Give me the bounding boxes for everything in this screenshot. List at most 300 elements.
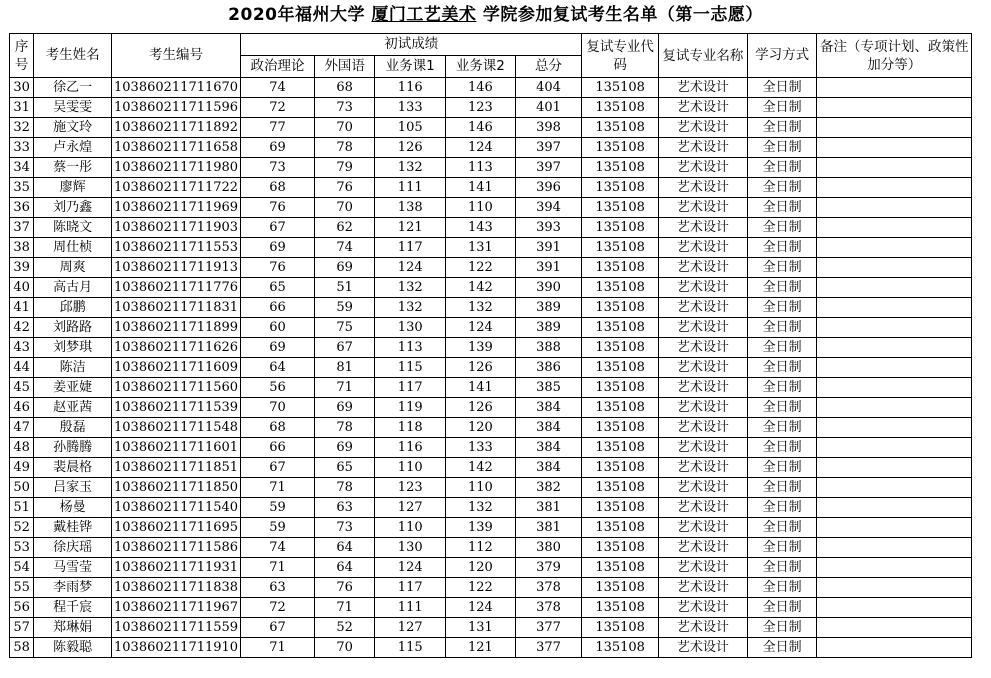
table-row — [10, 558, 972, 578]
cell-candidate-id: 103860211711838 — [111, 578, 240, 598]
cell-course2: 132 — [446, 298, 516, 318]
cell-course1: 127 — [375, 618, 446, 638]
cell-remarks — [817, 158, 972, 178]
cell-candidate-id: 103860211711831 — [111, 298, 240, 318]
table-row — [10, 598, 972, 618]
cell-politics: 76 — [241, 258, 315, 278]
header-major-code: 复试专业代码 — [582, 34, 659, 78]
cell-total: 384 — [515, 418, 582, 438]
cell-study-mode: 全日制 — [747, 558, 817, 578]
cell-name: 徐庆瑶 — [34, 538, 112, 558]
cell-course1: 105 — [375, 118, 446, 138]
cell-politics: 66 — [241, 298, 315, 318]
cell-course1: 117 — [375, 238, 446, 258]
cell-seq: 52 — [10, 518, 34, 538]
cell-course2: 112 — [446, 538, 516, 558]
cell-politics: 59 — [241, 518, 315, 538]
cell-seq: 39 — [10, 258, 34, 278]
cell-name: 施文玲 — [34, 118, 112, 138]
cell-remarks — [817, 478, 972, 498]
cell-study-mode: 全日制 — [747, 138, 817, 158]
page-title — [0, 3, 991, 27]
cell-major-code: 135108 — [582, 98, 659, 118]
cell-study-mode: 全日制 — [747, 98, 817, 118]
cell-foreign-language: 76 — [314, 178, 375, 198]
table-row — [10, 138, 972, 158]
cell-seq: 44 — [10, 358, 34, 378]
cell-course1: 133 — [375, 98, 446, 118]
cell-candidate-id: 103860211711695 — [111, 518, 240, 538]
cell-remarks — [817, 458, 972, 478]
table-row — [10, 638, 972, 658]
cell-politics: 67 — [241, 618, 315, 638]
cell-candidate-id: 103860211711540 — [111, 498, 240, 518]
cell-seq: 54 — [10, 558, 34, 578]
table-row — [10, 298, 972, 318]
cell-major-name: 艺术设计 — [659, 458, 748, 478]
cell-seq: 51 — [10, 498, 34, 518]
cell-course2: 124 — [446, 598, 516, 618]
cell-remarks — [817, 418, 972, 438]
cell-course1: 121 — [375, 218, 446, 238]
cell-course1: 119 — [375, 398, 446, 418]
cell-study-mode: 全日制 — [747, 218, 817, 238]
cell-seq: 40 — [10, 278, 34, 298]
table-body — [10, 78, 972, 658]
cell-course1: 126 — [375, 138, 446, 158]
cell-total: 377 — [515, 618, 582, 638]
cell-remarks — [817, 258, 972, 278]
cell-total: 401 — [515, 98, 582, 118]
cell-course1: 123 — [375, 478, 446, 498]
cell-course2: 120 — [446, 558, 516, 578]
cell-candidate-id: 103860211711892 — [111, 118, 240, 138]
cell-total: 378 — [515, 598, 582, 618]
cell-politics: 70 — [241, 398, 315, 418]
cell-course1: 117 — [375, 578, 446, 598]
cell-study-mode: 全日制 — [747, 278, 817, 298]
cell-course1: 117 — [375, 378, 446, 398]
cell-major-name: 艺术设计 — [659, 118, 748, 138]
cell-candidate-id: 103860211711903 — [111, 218, 240, 238]
cell-course2: 121 — [446, 638, 516, 658]
cell-foreign-language: 71 — [314, 598, 375, 618]
title-year-university: 2020年福州大学 — [228, 5, 365, 25]
cell-major-name: 艺术设计 — [659, 318, 748, 338]
cell-foreign-language: 74 — [314, 238, 375, 258]
cell-major-name: 艺术设计 — [659, 638, 748, 658]
cell-course2: 122 — [446, 258, 516, 278]
candidate-table — [9, 33, 972, 658]
cell-course2: 120 — [446, 418, 516, 438]
cell-total: 379 — [515, 558, 582, 578]
cell-remarks — [817, 498, 972, 518]
cell-foreign-language: 75 — [314, 318, 375, 338]
cell-candidate-id: 103860211711967 — [111, 598, 240, 618]
cell-course2: 139 — [446, 338, 516, 358]
cell-politics: 72 — [241, 598, 315, 618]
cell-politics: 64 — [241, 358, 315, 378]
cell-total: 391 — [515, 238, 582, 258]
cell-name: 陈毅聪 — [34, 638, 112, 658]
cell-name: 陈晓文 — [34, 218, 112, 238]
table-row — [10, 378, 972, 398]
header-id: 考生编号 — [111, 34, 240, 78]
header-remarks: 备注（专项计划、政策性加分等） — [817, 34, 972, 78]
cell-politics: 69 — [241, 338, 315, 358]
cell-course1: 118 — [375, 418, 446, 438]
cell-name: 邱鹏 — [34, 298, 112, 318]
cell-major-name: 艺术设计 — [659, 258, 748, 278]
cell-major-name: 艺术设计 — [659, 138, 748, 158]
cell-politics: 68 — [241, 178, 315, 198]
cell-seq: 58 — [10, 638, 34, 658]
cell-politics: 77 — [241, 118, 315, 138]
cell-study-mode: 全日制 — [747, 358, 817, 378]
cell-total: 396 — [515, 178, 582, 198]
cell-foreign-language: 62 — [314, 218, 375, 238]
cell-major-code: 135108 — [582, 138, 659, 158]
cell-study-mode: 全日制 — [747, 298, 817, 318]
cell-politics: 67 — [241, 458, 315, 478]
cell-major-code: 135108 — [582, 518, 659, 538]
cell-study-mode: 全日制 — [747, 458, 817, 478]
cell-seq: 34 — [10, 158, 34, 178]
cell-course2: 126 — [446, 358, 516, 378]
cell-course2: 142 — [446, 458, 516, 478]
cell-major-name: 艺术设计 — [659, 438, 748, 458]
cell-total: 389 — [515, 298, 582, 318]
cell-course2: 110 — [446, 198, 516, 218]
cell-major-code: 135108 — [582, 278, 659, 298]
header-prelim-scores: 初试成绩 — [241, 34, 582, 56]
cell-remarks — [817, 618, 972, 638]
cell-name: 郑琳娟 — [34, 618, 112, 638]
cell-foreign-language: 52 — [314, 618, 375, 638]
cell-seq: 56 — [10, 598, 34, 618]
cell-course2: 143 — [446, 218, 516, 238]
table-row — [10, 398, 972, 418]
cell-remarks — [817, 298, 972, 318]
cell-major-code: 135108 — [582, 78, 659, 98]
cell-name: 刘路路 — [34, 318, 112, 338]
cell-candidate-id: 103860211711609 — [111, 358, 240, 378]
cell-foreign-language: 63 — [314, 498, 375, 518]
cell-total: 397 — [515, 158, 582, 178]
cell-politics: 71 — [241, 638, 315, 658]
cell-total: 386 — [515, 358, 582, 378]
cell-remarks — [817, 638, 972, 658]
cell-study-mode: 全日制 — [747, 518, 817, 538]
cell-study-mode: 全日制 — [747, 498, 817, 518]
cell-total: 393 — [515, 218, 582, 238]
cell-course2: 131 — [446, 238, 516, 258]
cell-foreign-language: 70 — [314, 638, 375, 658]
cell-seq: 47 — [10, 418, 34, 438]
cell-study-mode: 全日制 — [747, 438, 817, 458]
cell-seq: 50 — [10, 478, 34, 498]
cell-remarks — [817, 558, 972, 578]
cell-study-mode: 全日制 — [747, 578, 817, 598]
cell-candidate-id: 103860211711913 — [111, 258, 240, 278]
cell-politics: 71 — [241, 558, 315, 578]
cell-remarks — [817, 218, 972, 238]
table-row — [10, 338, 972, 358]
table-row — [10, 78, 972, 98]
table-row — [10, 498, 972, 518]
cell-foreign-language: 59 — [314, 298, 375, 318]
cell-course2: 142 — [446, 278, 516, 298]
cell-total: 385 — [515, 378, 582, 398]
cell-name: 马雪莹 — [34, 558, 112, 578]
cell-major-name: 艺术设计 — [659, 518, 748, 538]
table-row — [10, 158, 972, 178]
table-row — [10, 618, 972, 638]
cell-remarks — [817, 338, 972, 358]
table-row — [10, 118, 972, 138]
cell-politics: 68 — [241, 418, 315, 438]
cell-foreign-language: 67 — [314, 338, 375, 358]
table-row — [10, 458, 972, 478]
cell-course2: 126 — [446, 398, 516, 418]
cell-candidate-id: 103860211711601 — [111, 438, 240, 458]
cell-major-name: 艺术设计 — [659, 178, 748, 198]
cell-major-code: 135108 — [582, 458, 659, 478]
cell-major-name: 艺术设计 — [659, 418, 748, 438]
title-college-name: 厦门工艺美术 — [371, 5, 477, 25]
cell-politics: 60 — [241, 318, 315, 338]
cell-name: 孙腾腾 — [34, 438, 112, 458]
cell-major-code: 135108 — [582, 538, 659, 558]
cell-study-mode: 全日制 — [747, 478, 817, 498]
cell-course1: 130 — [375, 538, 446, 558]
cell-candidate-id: 103860211711586 — [111, 538, 240, 558]
cell-major-code: 135108 — [582, 238, 659, 258]
cell-name: 陈洁 — [34, 358, 112, 378]
cell-name: 李雨梦 — [34, 578, 112, 598]
cell-major-code: 135108 — [582, 158, 659, 178]
title-rest: 学院参加复试考生名单（第一志愿） — [482, 5, 763, 25]
cell-total: 381 — [515, 498, 582, 518]
table-row — [10, 258, 972, 278]
cell-study-mode: 全日制 — [747, 618, 817, 638]
cell-course1: 132 — [375, 298, 446, 318]
cell-remarks — [817, 138, 972, 158]
cell-course1: 115 — [375, 358, 446, 378]
cell-course1: 132 — [375, 158, 446, 178]
header-study-mode: 学习方式 — [747, 34, 817, 78]
cell-name: 周爽 — [34, 258, 112, 278]
cell-seq: 32 — [10, 118, 34, 138]
cell-foreign-language: 69 — [314, 398, 375, 418]
cell-total: 384 — [515, 398, 582, 418]
cell-study-mode: 全日制 — [747, 418, 817, 438]
cell-name: 卢永煌 — [34, 138, 112, 158]
cell-name: 程千宸 — [34, 598, 112, 618]
cell-total: 382 — [515, 478, 582, 498]
header-course2: 业务课2 — [446, 56, 516, 78]
table-row — [10, 218, 972, 238]
cell-politics: 59 — [241, 498, 315, 518]
cell-study-mode: 全日制 — [747, 178, 817, 198]
cell-candidate-id: 103860211711722 — [111, 178, 240, 198]
cell-major-name: 艺术设计 — [659, 618, 748, 638]
cell-politics: 69 — [241, 238, 315, 258]
cell-candidate-id: 103860211711548 — [111, 418, 240, 438]
cell-name: 吕家玉 — [34, 478, 112, 498]
cell-seq: 53 — [10, 538, 34, 558]
cell-major-code: 135108 — [582, 118, 659, 138]
cell-major-name: 艺术设计 — [659, 478, 748, 498]
cell-total: 390 — [515, 278, 582, 298]
cell-course2: 146 — [446, 78, 516, 98]
cell-candidate-id: 103860211711553 — [111, 238, 240, 258]
cell-politics: 73 — [241, 158, 315, 178]
cell-remarks — [817, 238, 972, 258]
cell-course1: 116 — [375, 438, 446, 458]
cell-total: 394 — [515, 198, 582, 218]
cell-remarks — [817, 378, 972, 398]
cell-study-mode: 全日制 — [747, 78, 817, 98]
table-row — [10, 578, 972, 598]
cell-candidate-id: 103860211711626 — [111, 338, 240, 358]
cell-major-code: 135108 — [582, 558, 659, 578]
cell-course1: 116 — [375, 78, 446, 98]
cell-remarks — [817, 118, 972, 138]
cell-foreign-language: 69 — [314, 258, 375, 278]
cell-course1: 111 — [375, 178, 446, 198]
cell-politics: 66 — [241, 438, 315, 458]
cell-major-code: 135108 — [582, 638, 659, 658]
cell-foreign-language: 73 — [314, 98, 375, 118]
table-row — [10, 98, 972, 118]
cell-total: 384 — [515, 458, 582, 478]
cell-major-name: 艺术设计 — [659, 278, 748, 298]
table-row — [10, 278, 972, 298]
cell-remarks — [817, 278, 972, 298]
cell-major-name: 艺术设计 — [659, 498, 748, 518]
cell-study-mode: 全日制 — [747, 598, 817, 618]
cell-total: 391 — [515, 258, 582, 278]
cell-foreign-language: 76 — [314, 578, 375, 598]
cell-course2: 131 — [446, 618, 516, 638]
cell-course1: 138 — [375, 198, 446, 218]
cell-major-name: 艺术设计 — [659, 358, 748, 378]
cell-remarks — [817, 398, 972, 418]
cell-name: 廖辉 — [34, 178, 112, 198]
cell-major-code: 135108 — [582, 398, 659, 418]
cell-remarks — [817, 358, 972, 378]
cell-seq: 49 — [10, 458, 34, 478]
cell-major-name: 艺术设计 — [659, 158, 748, 178]
cell-name: 周仕桢 — [34, 238, 112, 258]
table-row — [10, 418, 972, 438]
cell-major-name: 艺术设计 — [659, 218, 748, 238]
cell-remarks — [817, 318, 972, 338]
cell-remarks — [817, 98, 972, 118]
cell-politics: 72 — [241, 98, 315, 118]
cell-candidate-id: 103860211711658 — [111, 138, 240, 158]
table-row — [10, 518, 972, 538]
cell-study-mode: 全日制 — [747, 238, 817, 258]
cell-name: 刘梦琪 — [34, 338, 112, 358]
header-seq: 序号 — [10, 34, 34, 78]
cell-major-code: 135108 — [582, 218, 659, 238]
cell-course1: 113 — [375, 338, 446, 358]
cell-candidate-id: 103860211711980 — [111, 158, 240, 178]
cell-politics: 74 — [241, 78, 315, 98]
cell-seq: 55 — [10, 578, 34, 598]
cell-major-code: 135108 — [582, 578, 659, 598]
table-header — [10, 34, 972, 78]
cell-major-name: 艺术设计 — [659, 298, 748, 318]
cell-major-code: 135108 — [582, 358, 659, 378]
cell-major-name: 艺术设计 — [659, 338, 748, 358]
cell-foreign-language: 78 — [314, 418, 375, 438]
cell-foreign-language: 79 — [314, 158, 375, 178]
cell-study-mode: 全日制 — [747, 398, 817, 418]
cell-politics: 69 — [241, 138, 315, 158]
cell-major-code: 135108 — [582, 258, 659, 278]
table-row — [10, 238, 972, 258]
cell-major-name: 艺术设计 — [659, 578, 748, 598]
cell-course1: 127 — [375, 498, 446, 518]
cell-politics: 76 — [241, 198, 315, 218]
cell-major-name: 艺术设计 — [659, 598, 748, 618]
cell-course1: 130 — [375, 318, 446, 338]
cell-foreign-language: 64 — [314, 558, 375, 578]
cell-major-code: 135108 — [582, 298, 659, 318]
cell-remarks — [817, 78, 972, 98]
cell-politics: 56 — [241, 378, 315, 398]
cell-remarks — [817, 518, 972, 538]
cell-major-name: 艺术设计 — [659, 558, 748, 578]
cell-seq: 36 — [10, 198, 34, 218]
cell-study-mode: 全日制 — [747, 318, 817, 338]
cell-total: 388 — [515, 338, 582, 358]
cell-study-mode: 全日制 — [747, 258, 817, 278]
table-row — [10, 198, 972, 218]
cell-foreign-language: 81 — [314, 358, 375, 378]
cell-course2: 141 — [446, 378, 516, 398]
cell-candidate-id: 103860211711851 — [111, 458, 240, 478]
cell-major-code: 135108 — [582, 178, 659, 198]
cell-candidate-id: 103860211711596 — [111, 98, 240, 118]
cell-seq: 33 — [10, 138, 34, 158]
cell-major-code: 135108 — [582, 418, 659, 438]
cell-major-code: 135108 — [582, 618, 659, 638]
cell-major-code: 135108 — [582, 438, 659, 458]
cell-remarks — [817, 198, 972, 218]
cell-name: 戴桂铧 — [34, 518, 112, 538]
cell-candidate-id: 103860211711899 — [111, 318, 240, 338]
cell-foreign-language: 70 — [314, 198, 375, 218]
cell-course2: 133 — [446, 438, 516, 458]
cell-course2: 113 — [446, 158, 516, 178]
cell-remarks — [817, 578, 972, 598]
cell-study-mode: 全日制 — [747, 158, 817, 178]
cell-course2: 139 — [446, 518, 516, 538]
cell-course1: 124 — [375, 258, 446, 278]
cell-candidate-id: 103860211711850 — [111, 478, 240, 498]
cell-course2: 124 — [446, 138, 516, 158]
cell-course2: 122 — [446, 578, 516, 598]
cell-seq: 30 — [10, 78, 34, 98]
header-politics: 政治理论 — [241, 56, 315, 78]
cell-foreign-language: 68 — [314, 78, 375, 98]
cell-name: 蔡一彤 — [34, 158, 112, 178]
cell-course2: 132 — [446, 498, 516, 518]
